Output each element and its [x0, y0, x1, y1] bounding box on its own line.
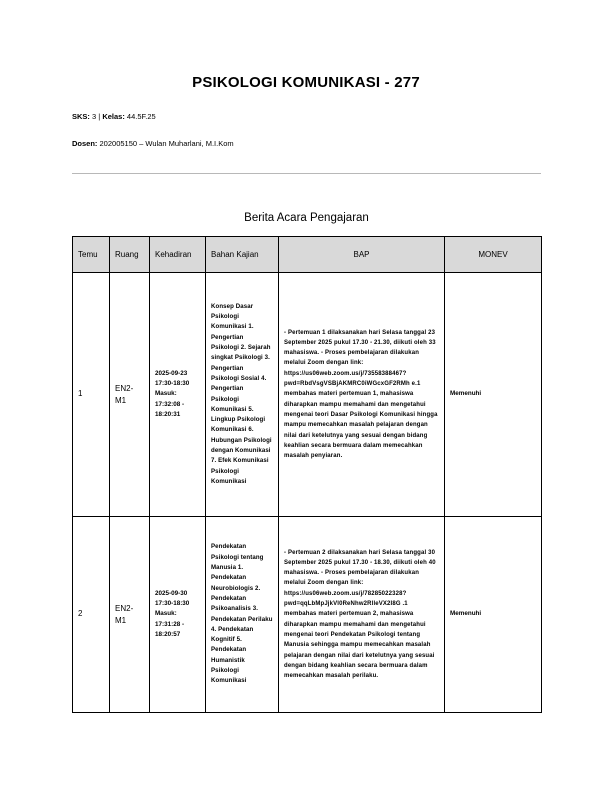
course-meta	[72, 112, 156, 121]
section-title: Berita Acara Pengajaran	[244, 212, 369, 224]
column-header-temu: Temu	[73, 237, 110, 273]
divider	[72, 173, 541, 174]
cell-bap: - Pertemuan 2 dilaksanakan hari Selasa tanggal 30 September 2025 pukul 17.30 - 18.30, diikuti oleh 40 mahasiswa. - Proses pembelajaran dilakukan melalui Zoom dengan link: https://us06web.zoom.us/j/78285022328?pwd=qqLbMpJjkVl0ReNhw2RlleVX2I8G .1 membahas materi pertemuan 2, mahasiswa diharapkan mampu memahami dan mengetahui mengenai teori Pendekatan Psikologi tentang Manusia sehingga mampu memecahkan masalah pelajaran dengan nilai dari ketelutnya yang sesuai dengan bidang keahlian secara bermuara dalam memecahkan masalah perilaku.	[279, 517, 445, 713]
kelas-label: Kelas:	[102, 112, 125, 121]
cell-kehadiran: 2025-09-23 17:30-18:30 Masuk: 17:32:08 - 18:20:31	[150, 273, 206, 517]
table-row	[73, 517, 542, 713]
cell-kehadiran: 2025-09-30 17:30-18:30 Masuk: 17:31:28 - 18:20:57	[150, 517, 206, 713]
cell-bap: - Pertemuan 1 dilaksanakan hari Selasa tanggal 23 September 2025 pukul 17.30 - 21.30, diikuti oleh 33 mahasiswa. - Proses pembelajaran dilakukan melalui Zoom dengan link: https://us06web.zoom.us/j/73558388467?pwd=RbdVsgVSBjAKMRC0iWGcxGF2RMh e.1 membahas materi pertemuan 1, mahasiswa diharapkan mampu memahami dan mengetahui mengenai teori Dasar Psikologi Komunikasi hingga mampu memecahkan masalah pelajaran dengan nilai dari ketelutnya yang sesuai dengan bidang keahlian secara bermuara dalam memecahkan masalah penyiaran.	[279, 273, 445, 517]
cell-temu: 2	[73, 517, 110, 713]
table-header-row	[73, 237, 542, 273]
cell-monev: Memenuhi	[445, 517, 542, 713]
lecturer-info	[72, 139, 234, 148]
sks-value: 3 |	[92, 112, 103, 121]
dosen-value: 202005150 – Wulan Muharlani, M.I.Kom	[99, 139, 234, 148]
dosen-label: Dosen:	[72, 139, 98, 148]
kelas-value: 44.5F.25	[126, 112, 156, 121]
column-header-monev: MONEV	[445, 237, 542, 273]
column-header-bap: BAP	[279, 237, 445, 273]
course-title: PSIKOLOGI KOMUNIKASI - 277	[192, 74, 420, 91]
cell-bahan-kajian: Konsep Dasar Psikologi Komunikasi 1. Pengertian Psikologi 2. Sejarah singkat Psikologi 3. Pengertian Psikologi Sosial 4. Pengertian Psikologi Komunikasi 5. Lingkup Psikologi Komunikasi 6. Hubungan Psikologi dengan Komunikasi 7. Efek Komunikasi Psikologi Komunikasi	[206, 273, 279, 517]
sks-label: SKS:	[72, 112, 90, 121]
cell-monev: Memenuhi	[445, 273, 542, 517]
column-header-kehadiran: Kehadiran	[150, 237, 206, 273]
table-row	[73, 273, 542, 517]
cell-temu: 1	[73, 273, 110, 517]
teaching-record-table	[72, 236, 542, 713]
column-header-bahan-kajian: Bahan Kajian	[206, 237, 279, 273]
cell-bahan-kajian: Pendekatan Psikologi tentang Manusia 1. Pendekatan Neurobiologis 2. Pendekatan Psikoanalisis 3. Pendekatan Perilaku 4. Pendekatan Kognitif 5. Pendekatan Humanistik Psikologi Komunikasi	[206, 517, 279, 713]
cell-ruang: EN2-M1	[110, 517, 150, 713]
cell-ruang: EN2-M1	[110, 273, 150, 517]
column-header-ruang: Ruang	[110, 237, 150, 273]
